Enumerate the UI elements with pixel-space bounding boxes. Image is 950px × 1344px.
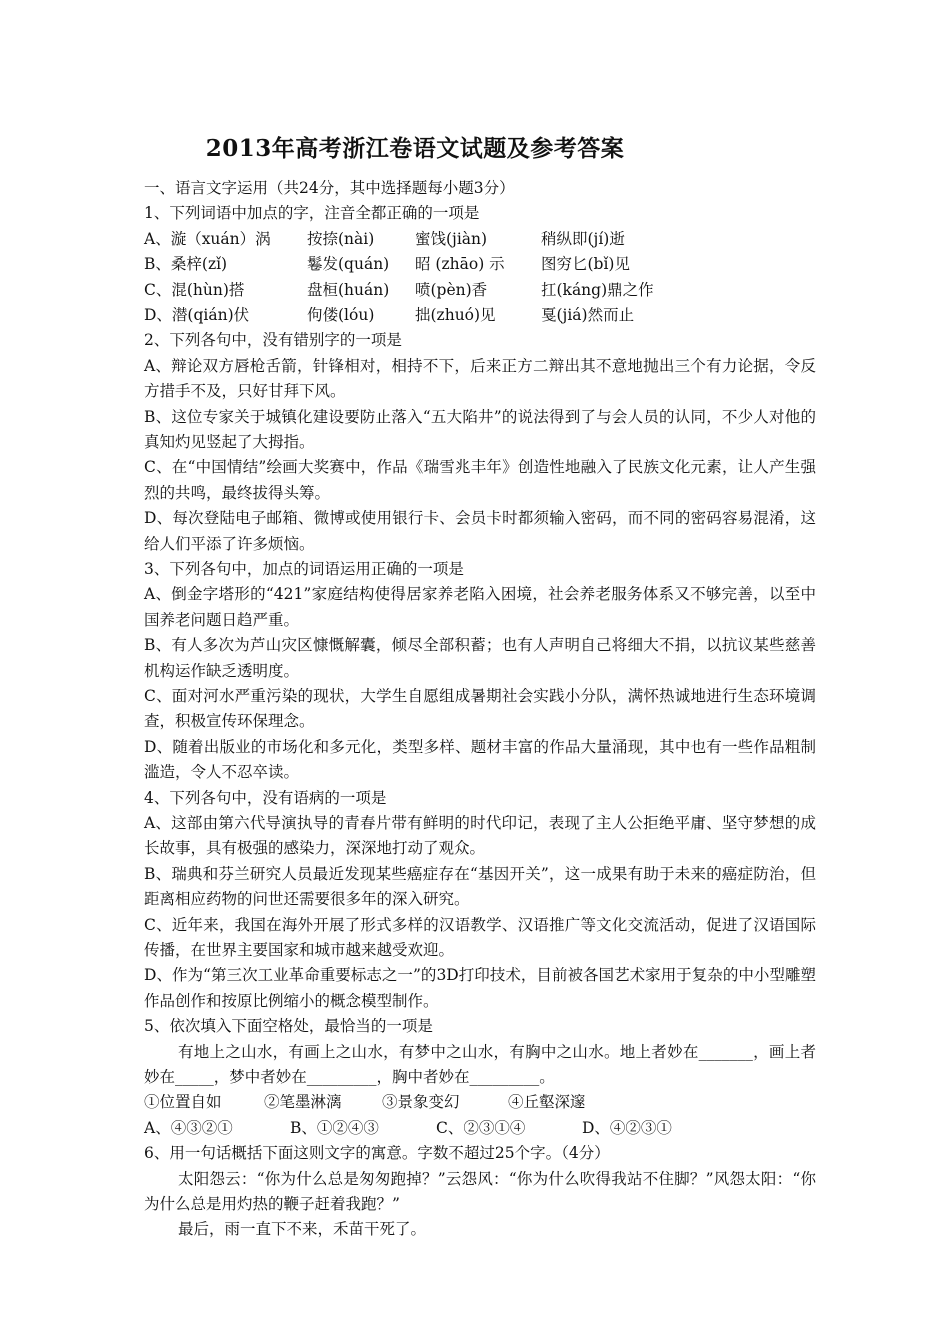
q1-a-4: 稍纵即(jí)逝 — [541, 229, 625, 248]
q1-d-2: 佝偻(lóu) — [307, 305, 375, 324]
q2-stem: 2、下列各句中，没有错别字的一项是 — [144, 331, 402, 350]
q2-option-c: C、在“中国情结”绘画大奖赛中，作品《瑞雪兆丰年》创造性地融入了民族文化元素，让人产生强烈的共鸣，最终拔得头筹。 — [144, 458, 816, 502]
q1-row-c — [144, 278, 816, 303]
q5-choice-d: D、④②③① — [582, 1118, 672, 1137]
q3-option-a: A、倒金字塔形的“421”家庭结构使得居家养老陷入困境，社会养老服务体系又不够完善，以至中国养老问题日趋严重。 — [144, 585, 816, 629]
q1-c-3: 喷(pèn)香 — [415, 280, 488, 299]
section-heading: 一、语言文字运用（共24分，其中选择题每小题3分） — [144, 179, 515, 197]
q5-choice-c: C、②③①④ — [436, 1118, 526, 1137]
q1-a-1: A、漩（xuán）涡 — [144, 229, 271, 248]
q4-option-c: C、近年来，我国在海外开展了形式多样的汉语教学、汉语推广等文化交流活动，促进了汉语国际传播，在世界主要国家和城市越来越受欢迎。 — [144, 915, 816, 960]
q5-items — [144, 1090, 816, 1115]
q5-item-4: ④丘壑深邃 — [508, 1093, 586, 1112]
q5-item-3: ③景象变幻 — [382, 1093, 460, 1112]
q1-stem: 1、下列词语中加点的字，注音全都正确的一项是 — [144, 204, 480, 223]
q5-passage: 有地上之山水，有画上之山水，有梦中之山水，有胸中之山水。地上者妙在_______，画上者妙在_____，梦中者妙在_________，胸中者妙在_________。 — [144, 1042, 816, 1087]
document-body — [144, 176, 816, 1243]
q3-option-b: B、有人多次为芦山灾区慷慨解囊，倾尽全部积蓄；也有人声明自己将细大不捐，以抗议某些慈善机构运作缺乏透明度。 — [144, 636, 816, 680]
q1-c-2: 盘桓(huán) — [307, 280, 390, 299]
q1-row-d — [144, 303, 816, 328]
q1-a-3: 蜜饯(jiàn) — [415, 229, 488, 248]
q1-b-4: 图穷匕(bǐ)见 — [541, 255, 630, 274]
q1-b-2: 鬈发(quán) — [307, 255, 390, 274]
q1-b-3: 昭 (zhāo) 示 — [415, 255, 505, 274]
q1-d-3: 拙(zhuó)见 — [415, 305, 496, 324]
q3-stem: 3、下列各句中，加点的词语运用正确的一项是 — [144, 559, 464, 578]
q4-option-d: D、作为“第三次工业革命重要标志之一”的3D打印技术，目前被各国艺术家用于复杂的中小型雕塑作品创作和按原比例缩小的概念模型制作。 — [144, 966, 816, 1010]
q5-choices — [144, 1116, 816, 1141]
q4-option-a: A、这部由第六代导演执导的青春片带有鲜明的时代印记，表现了主人公拒绝平庸、坚守梦想的成长故事，具有极强的感染力，深深地打动了观众。 — [144, 814, 816, 858]
document-title: 2013年高考浙江卷语文试题及参考答案 — [205, 135, 625, 162]
q6-passage-1: 太阳怨云：“你为什么总是匆匆跑掉？”云怨风：“你为什么吹得我站不住脚？”风怨太阳：“你为什么总是用灼热的鞭子赶着我跑？” — [144, 1169, 816, 1214]
q1-c-4: 扛(káng)鼎之作 — [541, 280, 654, 299]
q5-choice-b: B、①②④③ — [290, 1118, 379, 1137]
q2-option-b: B、这位专家关于城镇化建设要防止落入“五大陷井”的说法得到了与会人员的认同，不少人对他的真知灼见竖起了大拇指。 — [144, 407, 816, 451]
q2-option-d: D、每次登陆电子邮箱、微博或使用银行卡、会员卡时都须输入密码，而不同的密码容易混淆，这给人们平添了许多烦恼。 — [144, 509, 816, 553]
q1-b-1: B、桑梓(zǐ) — [144, 255, 228, 274]
q5-item-1: ①位置自如 — [144, 1093, 222, 1112]
q3-option-d: D、随着出版业的市场化和多元化，类型多样、题材丰富的作品大量涌现，其中也有一些作品粗制滥造，令人不忍卒读。 — [144, 737, 816, 782]
q5-choice-a: A、④③②① — [144, 1118, 233, 1137]
q3-option-c: C、面对河水严重污染的现状，大学生自愿组成暑期社会实践小分队，满怀热诚地进行生态环境调查，积极宣传环保理念。 — [144, 687, 816, 731]
q5-item-2: ②笔墨淋漓 — [264, 1093, 342, 1112]
q5-stem: 5、依次填入下面空格处，最恰当的一项是 — [144, 1017, 433, 1036]
q1-d-4: 戛(jiá)然而止 — [541, 305, 635, 324]
q1-d-1: D、潜(qián)伏 — [144, 305, 250, 324]
q1-row-a — [144, 227, 816, 252]
q1-c-1: C、混(hùn)搭 — [144, 280, 245, 299]
q2-option-a: A、辩论双方唇枪舌箭，针锋相对，相持不下，后来正方二辩出其不意地抛出三个有力论据，令反方措手不及，只好甘拜下风。 — [144, 356, 816, 401]
q6-stem: 6、用一句话概括下面这则文字的寓意。字数不超过25个字。（4分） — [144, 1144, 610, 1163]
q1-row-b — [144, 252, 816, 277]
q4-stem: 4、下列各句中，没有语病的一项是 — [144, 788, 387, 807]
q4-option-b: B、瑞典和芬兰研究人员最近发现某些癌症存在“基因开关”，这一成果有助于未来的癌症防治，但距离相应药物的问世还需要很多年的深入研究。 — [144, 864, 816, 909]
q1-a-2: 按捺(nài) — [307, 229, 375, 248]
q6-passage-2: 最后，雨一直下不来，禾苗干死了。 — [178, 1220, 427, 1239]
